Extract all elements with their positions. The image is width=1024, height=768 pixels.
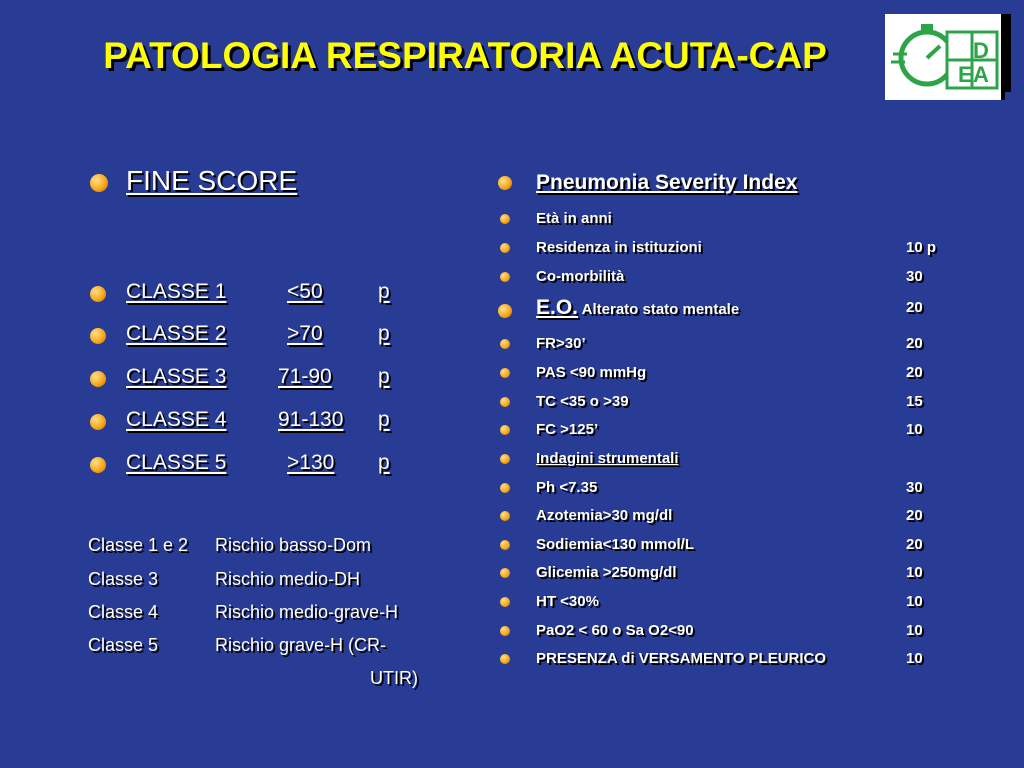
bullet-icon (90, 328, 106, 344)
psi-heading: Pneumonia Severity Index (536, 171, 798, 194)
logo-letter-a: A (973, 62, 989, 87)
class-unit: p (378, 451, 390, 474)
dea-logo (885, 14, 1011, 100)
class-range: 71-90 (278, 365, 332, 388)
psi-item-points: 10 p (906, 239, 937, 256)
class-unit: p (378, 365, 390, 388)
bullet-icon (500, 483, 510, 493)
fine-score-heading: FINE SCORE (126, 165, 298, 196)
psi-item-points: 30 (906, 268, 923, 285)
class-label: CLASSE 4 (126, 408, 227, 431)
bullet-icon (500, 568, 510, 578)
stopwatch-cross-icon (885, 14, 1001, 100)
psi-item-label: PAS <90 mmHg (536, 364, 647, 381)
bullet-icon (500, 597, 510, 607)
class-range: <50 (287, 280, 323, 303)
psi-item-label: Azotemia>30 mg/dl (536, 507, 673, 524)
class-label: CLASSE 1 (126, 280, 227, 303)
risk-description: Rischio grave-H (CR- (215, 635, 387, 655)
psi-item-label: FR>30’ (536, 335, 586, 352)
psi-item-label: Residenza in istituzioni (536, 239, 702, 256)
risk-description: Rischio medio-grave-H (215, 602, 399, 622)
psi-item-points: 20 (906, 507, 923, 524)
bullet-icon (500, 243, 510, 253)
psi-item-points: 15 (906, 393, 923, 410)
psi-item-points: 20 (906, 364, 923, 381)
bullet-icon (500, 339, 510, 349)
bullet-icon (500, 654, 510, 664)
risk-class: Classe 5 (88, 635, 159, 655)
psi-item-points: 20 (906, 299, 923, 316)
class-label: CLASSE 2 (126, 322, 227, 345)
psi-item-label: HT <30% (536, 593, 599, 610)
psi-item-label: PaO2 < 60 o Sa O2<90 (536, 622, 694, 639)
bullet-icon (90, 174, 108, 192)
risk-description: Rischio medio-DH (215, 569, 361, 589)
psi-item-label: Indagini strumentali (536, 450, 679, 467)
bullet-icon (500, 511, 510, 521)
psi-label-text: Alterato stato mentale (581, 301, 740, 318)
psi-item-label: Ph <7.35 (536, 479, 598, 496)
psi-item-label: PRESENZA di VERSAMENTO PLEURICO (536, 650, 827, 667)
class-range: 91-130 (278, 408, 344, 431)
bullet-icon (90, 457, 106, 473)
risk-class: Classe 3 (88, 569, 159, 589)
psi-item-points: 10 (906, 650, 923, 667)
logo-letter-d: D (973, 38, 989, 63)
eo-prefix: E.O. (536, 296, 579, 319)
risk-class: Classe 4 (88, 602, 159, 622)
bullet-icon (498, 176, 512, 190)
bullet-icon (498, 304, 512, 318)
psi-item-points: 30 (906, 479, 923, 496)
class-unit: p (378, 280, 390, 303)
bullet-icon (500, 626, 510, 636)
psi-item-label (536, 296, 739, 320)
psi-item-label: Co-morbilità (536, 268, 625, 285)
bullet-icon (90, 371, 106, 387)
psi-item-points: 10 (906, 421, 923, 438)
bullet-icon (500, 214, 510, 224)
bullet-icon (500, 397, 510, 407)
bullet-icon (500, 540, 510, 550)
psi-item-label: Glicemia >250mg/dl (536, 564, 677, 581)
psi-item-points: 10 (906, 593, 923, 610)
class-label: CLASSE 3 (126, 365, 227, 388)
bullet-icon (500, 368, 510, 378)
risk-continuation: UTIR) (370, 668, 418, 688)
psi-item-points: 20 (906, 536, 923, 553)
psi-item-label: TC <35 o >39 (536, 393, 629, 410)
risk-description: Rischio basso-Dom (215, 535, 372, 555)
psi-item-label: FC >125’ (536, 421, 599, 438)
class-range: >130 (287, 451, 335, 474)
psi-item-label: Sodiemia<130 mmol/L (536, 536, 694, 553)
bullet-icon (500, 272, 510, 282)
class-unit: p (378, 322, 390, 345)
psi-item-points: 10 (906, 622, 923, 639)
bullet-icon (500, 454, 510, 464)
bullet-icon (90, 414, 106, 430)
logo-letter-e: E (958, 62, 973, 87)
bullet-icon (500, 425, 510, 435)
class-label: CLASSE 5 (126, 451, 227, 474)
psi-item-label: Età in anni (536, 210, 612, 227)
page-title: PATOLOGIA RESPIRATORIA ACUTA-CAP (103, 35, 827, 76)
class-range: >70 (287, 322, 323, 345)
class-unit: p (378, 408, 390, 431)
risk-class: Classe 1 e 2 (88, 535, 189, 555)
bullet-icon (90, 286, 106, 302)
psi-item-points: 20 (906, 335, 923, 352)
psi-item-points: 10 (906, 564, 923, 581)
